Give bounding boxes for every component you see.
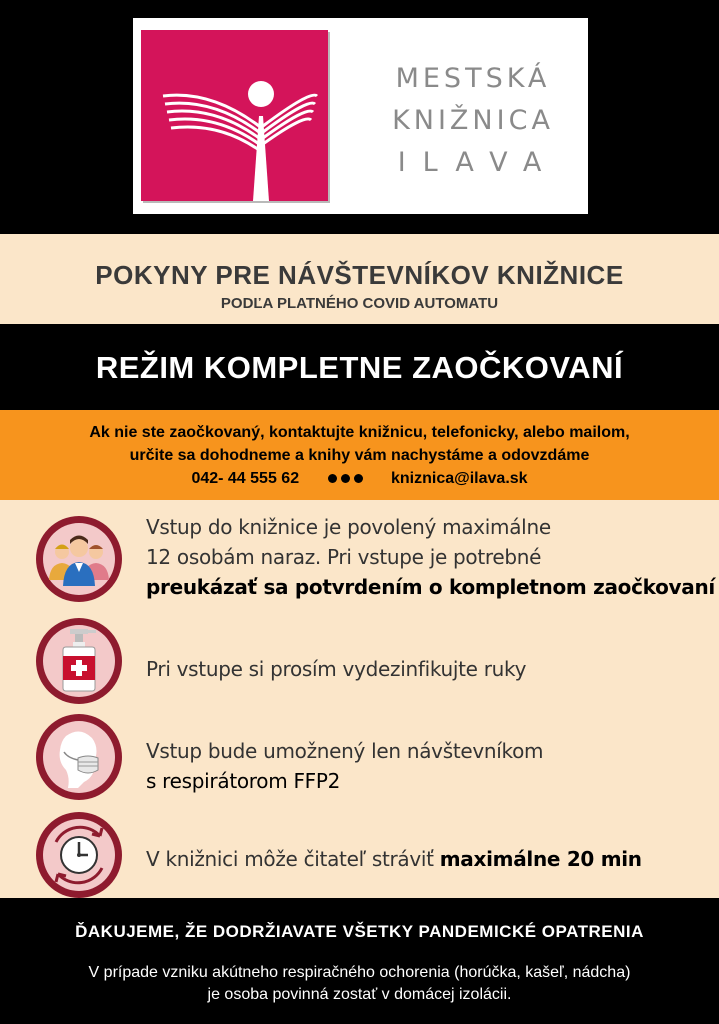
notice-line-1: Ak nie ste zaočkovaný, kontaktujte knižnicu, telefonicky, alebo mailom, [89,424,630,441]
footer-note-line-1: V prípade vzniku akútneho respiračného ochorenia (horúčka, kašeľ, nádcha) [88,964,631,981]
mode-label: REŽIM KOMPLETNE ZAOČKOVANÍ [95,350,624,385]
rule-1-line-2: 12 osobám naraz. Pri vstupe je potrebné [146,545,542,569]
rule-4-text-plain: V knižnici môže čitateľ stráviť [146,847,434,871]
footer-note-line-2: je osoba povinná zostať v domácej izolácii. [207,986,512,1003]
footer [0,898,719,1024]
separator-dots-icon [326,470,365,488]
sanitizer-bottle-icon [34,616,124,706]
email-link[interactable]: kniznica@ilava.sk [391,470,528,488]
rule-4-text [146,844,642,874]
clock-icon [34,810,124,900]
logo-line-2: KNIŽNICA [392,105,554,136]
rule-2-text [146,654,526,684]
page-title: POKYNY PRE NÁVŠTEVNÍKOV KNIŽNICE [95,260,624,290]
footer-note [0,962,719,1006]
rule-1-line-1: Vstup do knižnice je povolený maximálne [146,515,551,539]
open-book-reader-icon [141,30,328,201]
contact-line [0,470,719,488]
logo-line-1: MESTSKÁ [395,63,551,94]
page-subtitle: PODĽA PLATNÉHO COVID AUTOMATU [220,295,499,312]
footer-title: ĎAKUJEME, ŽE DODRŽIAVATE VŠETKY PANDEMICKÉ OPATRENIA [75,922,644,941]
library-logo [133,18,588,214]
rule-1-line-3: preukázať sa potvrdením o kompletnom zaočkovaní [146,575,715,599]
rule-3-text [146,736,543,796]
face-mask-icon [34,712,124,802]
title-band [0,234,719,324]
rule-4-text-bold: maximálne 20 min [439,847,642,871]
rules-list [0,500,719,898]
logo-wordmark [373,58,573,184]
rule-2-line-1: Pri vstupe si prosím vydezinfikujte ruky [146,657,527,681]
notice-band [0,410,719,500]
mode-band [0,324,719,410]
people-group-icon [34,514,124,604]
notice-line-2: určite sa dohodneme a knihy vám nachystáme a odovzdáme [129,447,590,464]
rule-3-line-2: s respirátorom FFP2 [146,769,341,793]
logo-band [0,0,719,234]
rule-1-text [146,512,715,602]
logo-line-3: ILAVA [397,147,559,178]
rule-3-line-1: Vstup bude umožnený len návštevníkom [146,739,544,763]
phone-number[interactable]: 042- 44 555 62 [191,470,300,488]
